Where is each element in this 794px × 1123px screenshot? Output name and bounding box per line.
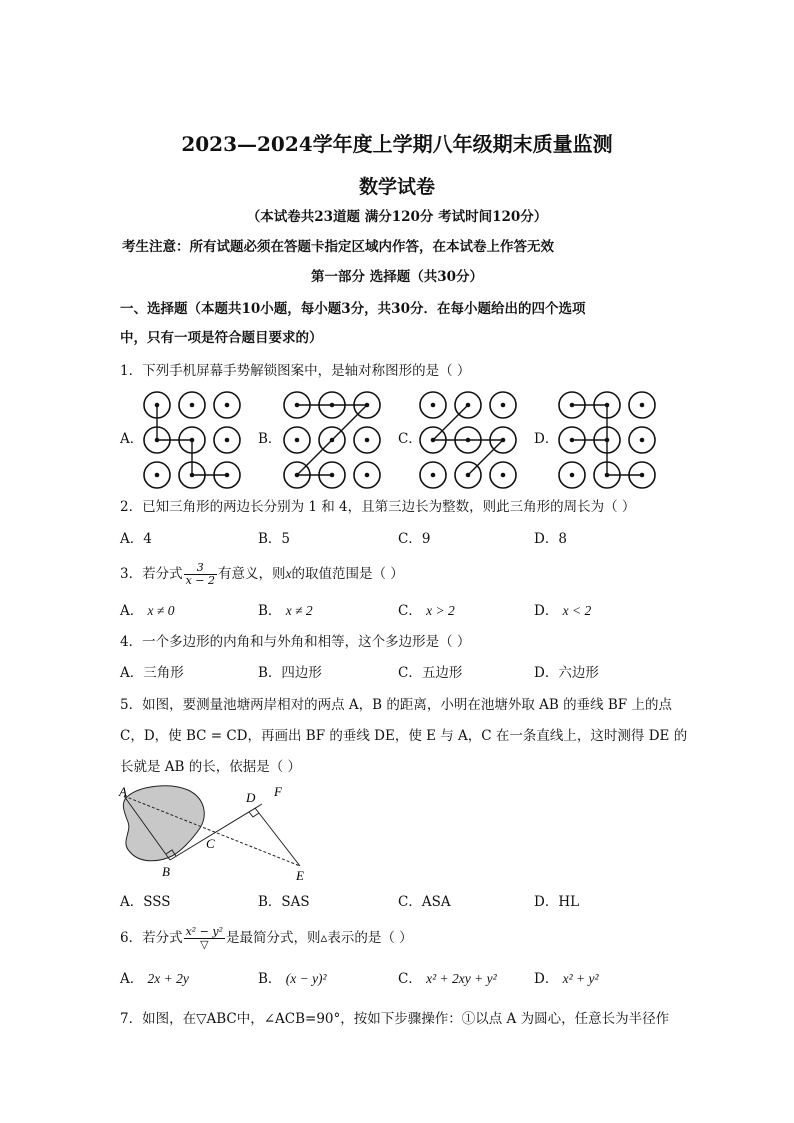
exam-warning: 考生注意：所有试题必须在答题卡指定区域内作答，在本试卷上作答无效 [122,239,554,255]
q2-option-c: C．9 [398,531,431,547]
q3-value-d: x < 2 [562,603,592,618]
q4-option-d: D．六边形 [534,665,599,681]
q1-node-dot [295,438,300,443]
q1-node-dot [431,403,436,408]
q1-node-dot [365,438,370,443]
q1-label-a: A． [120,431,144,447]
q6-value-d: x² + y² [562,971,599,986]
q5-option-a: A．SSS [120,894,171,910]
q6-value-c: x² + 2xy + y² [426,971,497,986]
q3-option-a [120,602,174,620]
q3-stem [120,562,404,587]
q1-gesture-line [157,440,227,475]
q1-node-dot [501,473,506,478]
q1-node-dot [640,403,645,408]
q2-stem: 2．已知三角形的两边长分别为 1 和 4，且第三边长为整数，则此三角形的周长为（ ） [120,499,636,515]
q3-label-c: C． [398,603,422,619]
q4-option-a: A．三角形 [120,665,184,681]
q1-node-dot [225,403,230,408]
q3-frac-num: 3 [184,562,217,575]
label-f: F [274,784,282,799]
q6-frac-num: x² − y² [185,925,224,938]
q5-line1: 5．如图，要测量池塘两岸相对的两点 A，B 的距离，小明在池塘外取 AB 的垂线 BF 上的点 [120,697,672,713]
q1-node-dot [365,473,370,478]
q3-label-b: B． [258,603,282,619]
label-d: D [246,790,256,805]
right-angle-d [249,812,259,817]
q1-node-dot [225,438,230,443]
q1-label-b: B． [258,431,282,447]
q3-label-d: D． [534,603,559,619]
q1-patterns [0,0,794,500]
q2-option-b: B．5 [258,531,291,547]
q3-option-b [258,602,313,620]
q3-stem-end: 的取值范围是（ ） [291,566,404,582]
q3-label-a: A． [120,603,144,619]
q3-value-a: x ≠ 0 [147,603,175,618]
label-c: C [206,836,215,851]
q2-option-a: A．4 [120,531,152,547]
q5-line3: 长就是 AB 的长，依据是（ ） [120,759,302,775]
q1-node-dot [155,473,160,478]
pond-shape [123,786,204,861]
q6-value-b: (x − y)² [285,971,327,986]
exam-note: （本试卷共23道题 满分120分 考试时间120分） [246,209,548,225]
q5-line2: C，D，使 BC = CD，再画出 BF 的垂线 DE，使 E 与 A，C 在一条直线上，这时测得 DE 的 [120,728,688,744]
q6-label-a: A． [120,971,144,987]
q3-option-d [534,602,591,620]
q4-option-c: C．五边形 [398,665,463,681]
q1-gesture-line [297,405,367,475]
q5-option-b: B．SAS [258,894,310,910]
q1-node-dot [570,473,575,478]
exam-subject: 数学试卷 [358,176,435,198]
part-title: 第一部分 选择题（共30分） [311,269,483,285]
q6-option-a [120,970,189,988]
exam-title: 2023—2024学年度上学期八年级期末质量监测 [181,132,613,156]
q3-var: x [285,566,292,581]
q5-option-d: D．HL [534,894,580,910]
q1-label-d: D． [534,431,559,447]
q3-value-b: x ≠ 2 [285,603,313,618]
q1-node-dot [190,403,195,408]
q3-stem-pre: 3．若分式 [120,566,183,582]
q3-fraction [184,562,217,587]
q3-stem-post: 有意义，则 [218,566,286,582]
q6-stem-pre: 6．若分式 [120,930,183,946]
label-b: B [162,864,170,879]
q4-option-b: B．四边形 [258,665,322,681]
section-heading-line1: 一、选择题（本题共10小题，每小题3分，共30分．在每小题给出的四个选项 [120,301,586,317]
q6-stem-post: 是最简分式，则▵表示的是（ ） [226,930,413,946]
q6-label-c: C． [398,971,422,987]
q6-stem [120,926,413,951]
q6-option-d [534,970,599,988]
q1-label-c: C． [398,431,422,447]
q6-label-b: B． [258,971,282,987]
q1-gesture-line [468,440,503,475]
q1-node-dot [640,438,645,443]
label-e: E [296,868,304,883]
q5-figure [110,780,330,885]
q6-option-b [258,970,327,988]
q3-frac-den: x − 2 [185,574,216,587]
q1-node-dot [501,403,506,408]
q4-stem: 4．一个多边形的内角和与外角和相等，这个多边形是（ ） [120,634,471,650]
q3-option-c [398,602,455,620]
q6-option-c [398,970,497,988]
q2-option-d: D．8 [534,531,567,547]
q1-stem: 1．下列手机屏幕手势解锁图案中，是轴对称图形的是（ ） [120,363,471,379]
q1-gesture-line [433,405,468,440]
q6-frac-den: ▽ [200,938,209,951]
q3-value-c: x > 2 [426,603,455,618]
q1-node-dot [431,473,436,478]
q6-label-d: D． [534,971,559,987]
label-a: A [119,784,127,799]
q5-option-c: C．ASA [398,894,451,910]
q6-value-a: 2x + 2y [147,971,189,986]
section-heading-line2: 中，只有一项是符合题目要求的） [120,330,323,346]
q6-fraction [184,926,225,951]
q7-line1: 7．如图，在▽ABC中，∠ACB=90°，按如下步骤操作：①以点 A 为圆心，任意长为半径作 [120,1011,670,1027]
